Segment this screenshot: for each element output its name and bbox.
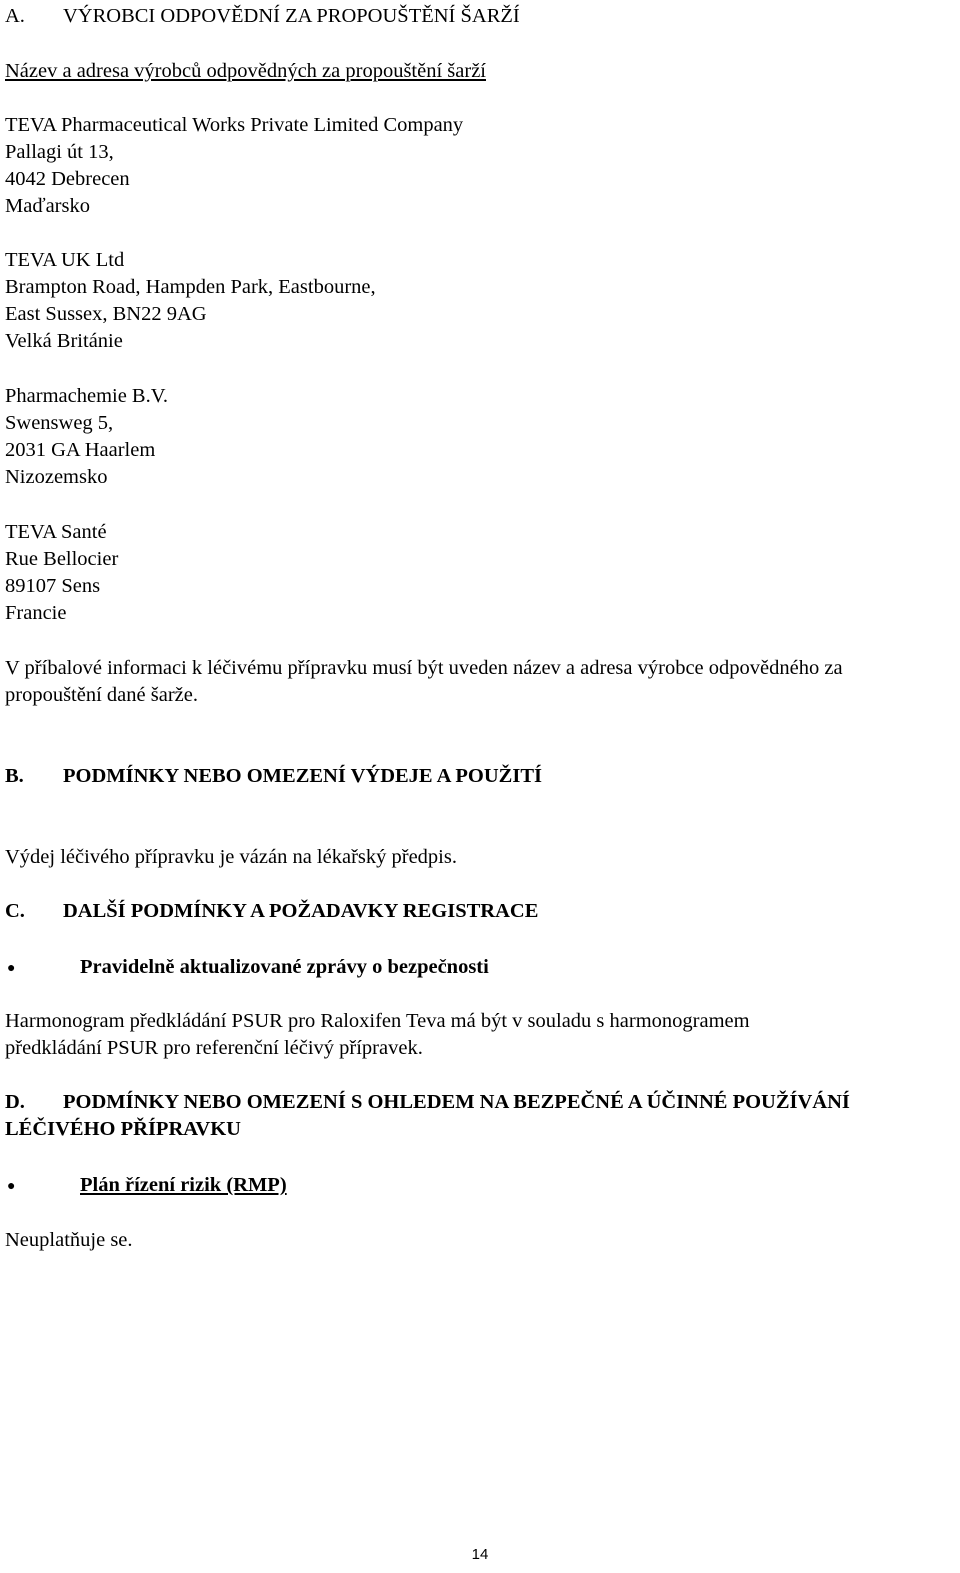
manufacturer-1-line-1: TEVA Pharmaceutical Works Private Limited Company xyxy=(5,114,464,136)
manufacturer-1-line-2: Pallagi út 13, xyxy=(5,141,114,163)
manufacturer-4-line-4: Francie xyxy=(5,602,67,624)
section-a-note-line-1: V příbalové informaci k léčivému přípravku musí být uveden název a adresa výrobce odpovědného za xyxy=(5,657,843,679)
section-b-label: B. xyxy=(5,765,24,787)
section-c-bullet-item: Pravidelně aktualizované zprávy o bezpečnosti xyxy=(80,956,489,978)
section-d-text: Neuplatňuje se. xyxy=(5,1229,133,1251)
manufacturer-3-line-4: Nizozemsko xyxy=(5,466,108,488)
section-a-subheading: Název a adresa výrobců odpovědných za propouštění šarží xyxy=(5,60,486,82)
manufacturer-2-line-3: East Sussex, BN22 9AG xyxy=(5,303,207,325)
manufacturer-4-line-3: 89107 Sens xyxy=(5,575,101,597)
manufacturer-2-line-4: Velká Británie xyxy=(5,330,123,352)
section-c-heading xyxy=(5,898,538,925)
page-number: 14 xyxy=(471,1546,489,1563)
section-d-label: D. xyxy=(5,1091,25,1113)
manufacturer-1-line-4: Maďarsko xyxy=(5,195,90,217)
bullet-icon: ● xyxy=(7,1179,16,1194)
section-a-title: VÝROBCI ODPOVĚDNÍ ZA PROPOUŠTĚNÍ ŠARŽÍ xyxy=(63,5,520,27)
section-d-title-line-1: PODMÍNKY NEBO OMEZENÍ S OHLEDEM NA BEZPEČNÉ A ÚČINNÉ POUŽÍVÁNÍ xyxy=(63,1091,850,1113)
section-c-title: DALŠÍ PODMÍNKY A POŽADAVKY REGISTRACE xyxy=(63,900,539,922)
section-a-heading xyxy=(5,3,520,30)
section-a-note-line-2: propouštění dané šarže. xyxy=(5,684,198,706)
section-c-label: C. xyxy=(5,900,25,922)
manufacturer-4-line-2: Rue Bellocier xyxy=(5,548,119,570)
section-a-label: A. xyxy=(5,5,25,27)
manufacturer-4-line-1: TEVA Santé xyxy=(5,521,107,543)
manufacturer-3-line-3: 2031 GA Haarlem xyxy=(5,439,156,461)
section-d-title-line-2: LÉČIVÉHO PŘÍPRAVKU xyxy=(5,1118,241,1140)
manufacturer-2-line-2: Brampton Road, Hampden Park, Eastbourne, xyxy=(5,276,376,298)
section-b-text: Výdej léčivého přípravku je vázán na lékařský předpis. xyxy=(5,846,457,868)
section-c-text-line-1: Harmonogram předkládání PSUR pro Raloxifen Teva má být v souladu s harmonogramem xyxy=(5,1010,750,1032)
manufacturer-3-line-2: Swensweg 5, xyxy=(5,412,114,434)
section-d-heading xyxy=(5,1089,850,1116)
section-b-title: PODMÍNKY NEBO OMEZENÍ VÝDEJE A POUŽITÍ xyxy=(63,765,542,787)
manufacturer-1-line-3: 4042 Debrecen xyxy=(5,168,130,190)
section-c-text-line-2: předkládání PSUR pro referenční léčivý přípravek. xyxy=(5,1037,423,1059)
section-b-heading xyxy=(5,763,542,790)
bullet-icon: ● xyxy=(7,961,16,976)
section-d-bullet-item: Plán řízení rizik (RMP) xyxy=(80,1174,287,1196)
manufacturer-3-line-1: Pharmachemie B.V. xyxy=(5,385,169,407)
manufacturer-2-line-1: TEVA UK Ltd xyxy=(5,249,125,271)
